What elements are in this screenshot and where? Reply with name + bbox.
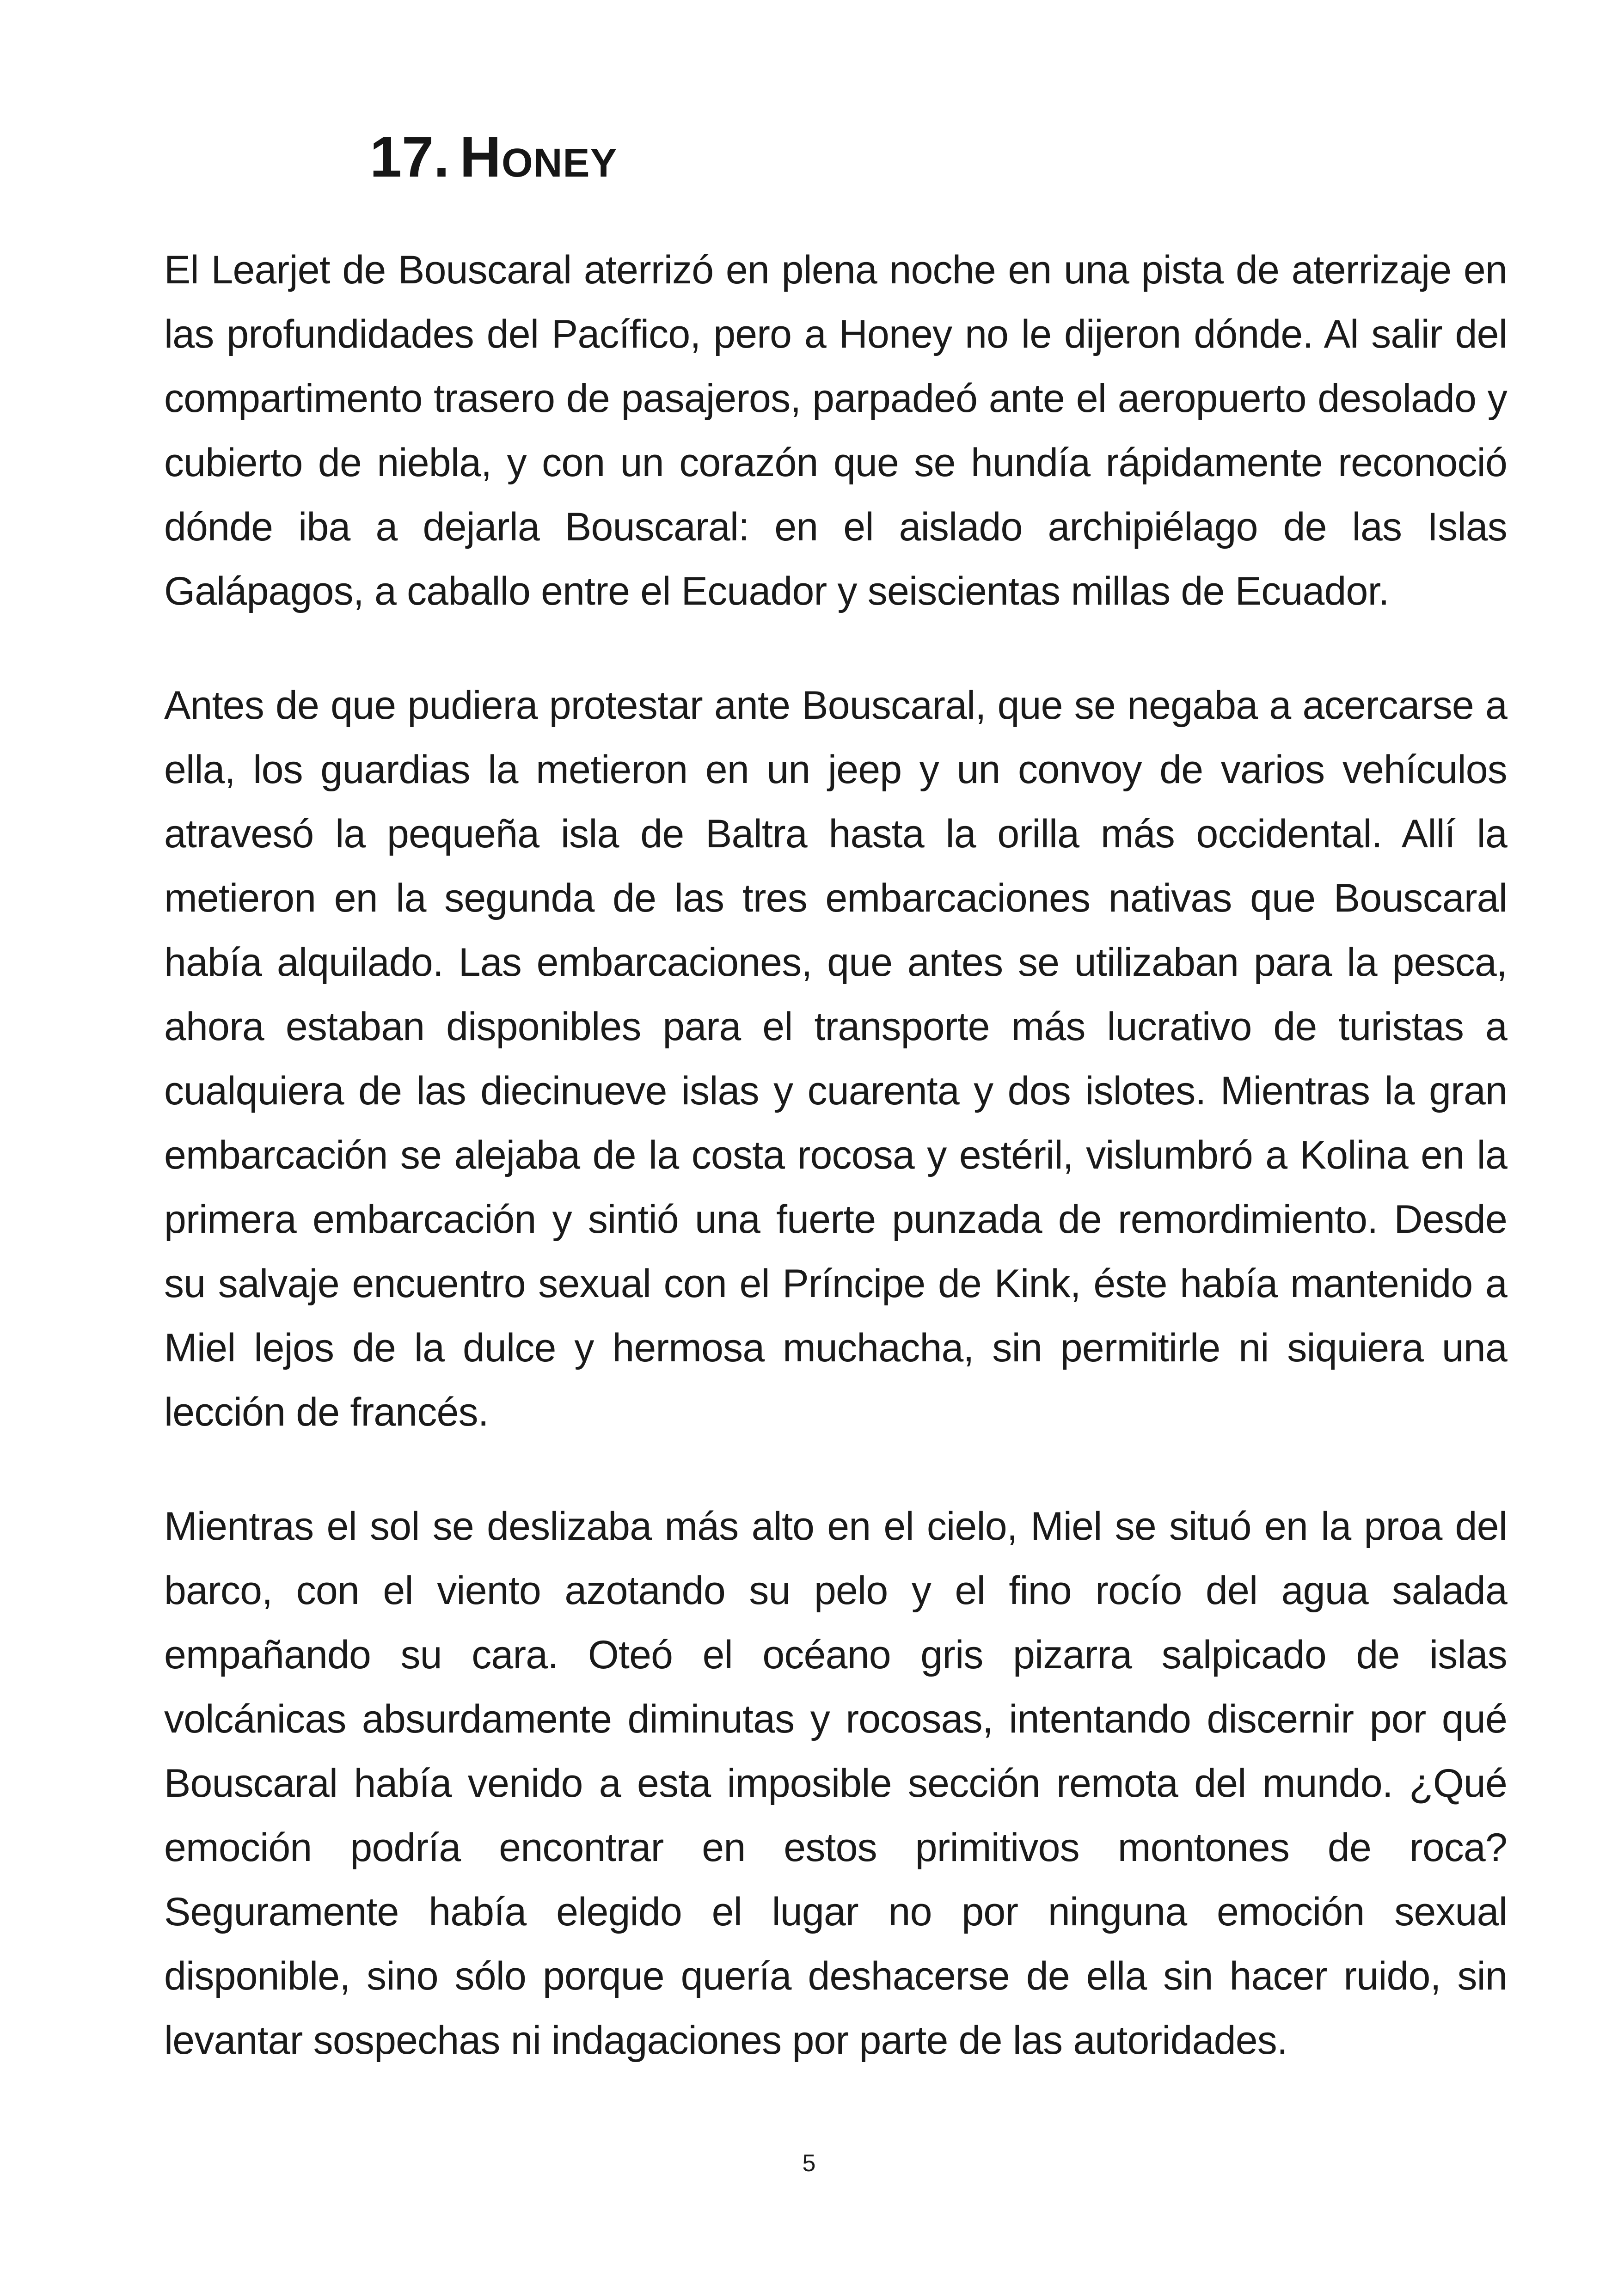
chapter-title (370, 118, 618, 196)
paragraph: El Learjet de Bouscaral aterrizó en plena noche en una pista de aterrizaje en las profundidades del Pacífico, pero a Honey no le dijeron dónde. Al salir del compartimento trasero de pasajeros, parpadeó ante el aeropuerto desolado y cubierto de niebla, y con un corazón que se hundía rápidamente reconoció dónde iba a dejarla Bouscaral: en el aislado archipiélago de las Islas Galápagos, a caballo entre el Ecuador y seiscientas millas de Ecuador. (164, 248, 1507, 613)
body-text (164, 238, 1507, 2123)
chapter-number: 17. (370, 125, 450, 189)
paragraph: Antes de que pudiera protestar ante Bouscaral, que se negaba a acercarse a ella, los guardias la metieron en un jeep y un convoy de varios vehículos atravesó la pequeña isla de Baltra hasta la orilla más occidental. Allí la metieron en la segunda de las tres embarcaciones nativas que Bouscaral había alquilado. Las embarcaciones, que antes se utilizaban para la pesca, ahora estaban disponibles para el transporte más lucrativo de turistas a cualquiera de las diecinueve islas y cuarenta y dos islotes. Mientras la gran embarcación se alejaba de la costa rocosa y estéril, vislumbró a Kolina en la primera embarcación y sintió una fuerte punzada de remordimiento. Desde su salvaje encuentro sexual con el Príncipe de Kink, éste había mantenido a Miel lejos de la dulce y hermosa muchacha, sin permitirle ni siquiera una lección de francés. (164, 683, 1507, 1434)
chapter-title-text: Honey (460, 125, 618, 189)
page-number: 5 (802, 2150, 816, 2177)
paragraph: Mientras el sol se deslizaba más alto en el cielo, Miel se situó en la proa del barco, con el viento azotando su pelo y el fino rocío del agua salada empañando su cara. Oteó el océano gris pizarra salpicado de islas volcánicas absurdamente diminutas y rocosas, intentando discernir por qué Bouscaral había venido a esta imposible sección remota del mundo. ¿Qué emoción podría encontrar en estos primitivos montones de roca? Seguramente había elegido el lugar no por ninguna emoción sexual disponible, sino sólo porque quería deshacerse de ella sin hacer ruido, sin levantar sospechas ni indagaciones por parte de las autoridades. (164, 1504, 1507, 2063)
